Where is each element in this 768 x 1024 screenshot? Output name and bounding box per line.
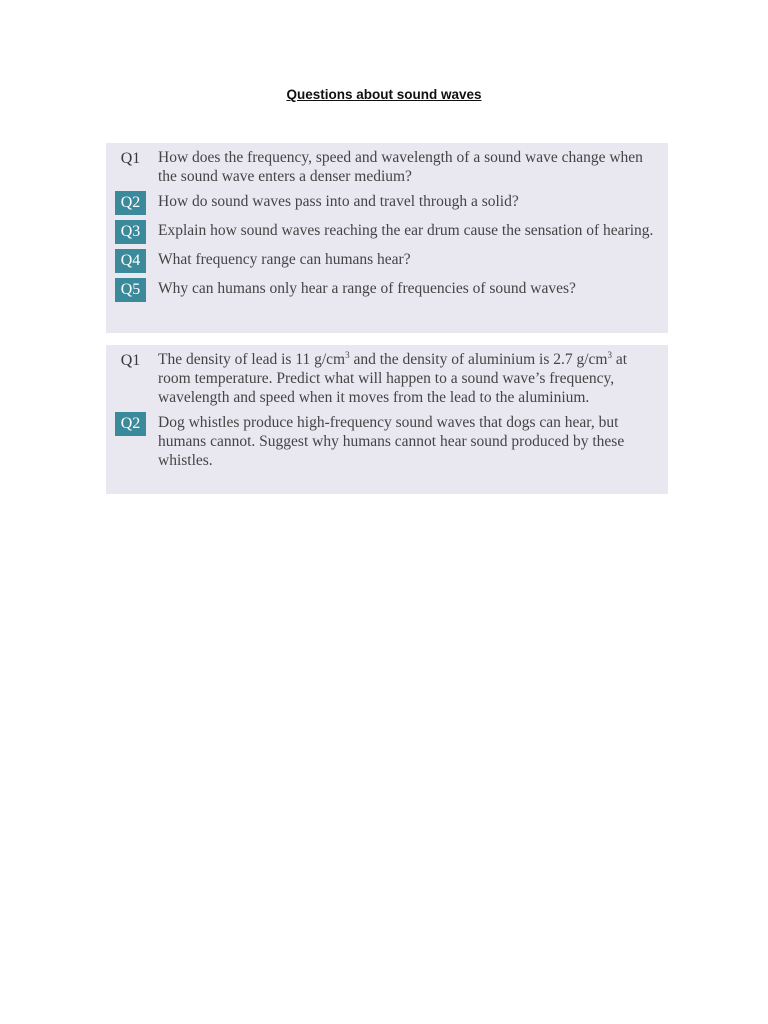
- question-label: Q1: [120, 352, 141, 369]
- question-row: [115, 413, 654, 470]
- question-label: Q1: [120, 150, 141, 167]
- question-text: Explain how sound waves reaching the ear drum cause the sensation of hearing.: [158, 222, 654, 239]
- question-row: [115, 279, 654, 302]
- question-block-2: [106, 345, 668, 494]
- question-text-part: The density of lead is 11 g/cm: [158, 351, 346, 368]
- question-label-badge: Q3: [115, 220, 146, 244]
- page-title: Questions about sound waves: [286, 87, 482, 102]
- question-text-part: at room temperature. Predict what will happen to a sound wave’s frequency, wavelength and speed when it moves from the lead to the aluminium.: [158, 351, 628, 406]
- question-text-part: and the density of aluminium is 2.7 g/cm: [349, 351, 608, 368]
- question-row: [115, 250, 654, 273]
- question-label-badge: Q4: [115, 249, 146, 273]
- question-text: How do sound waves pass into and travel through a solid?: [158, 193, 519, 210]
- superscript: 3: [345, 349, 350, 360]
- question-row: [115, 221, 654, 244]
- question-block-1: [106, 143, 668, 333]
- question-row: [115, 148, 654, 186]
- question-text: Dog whistles produce high-frequency sound waves that dogs can hear, but humans cannot. Suggest why humans cannot hear sound produced by these whistles.: [158, 414, 625, 469]
- question-text: [158, 350, 654, 407]
- question-label-badge: Q2: [115, 191, 146, 215]
- question-row: [115, 192, 654, 215]
- question-row: [115, 350, 654, 407]
- question-text: Why can humans only hear a range of frequencies of sound waves?: [158, 280, 576, 297]
- superscript: 3: [607, 349, 612, 360]
- question-text: What frequency range can humans hear?: [158, 251, 411, 268]
- question-label-badge: Q2: [115, 412, 146, 436]
- question-text: How does the frequency, speed and wavelength of a sound wave change when the sound wave enters a denser medium?: [158, 149, 643, 185]
- question-label-badge: Q5: [115, 278, 146, 302]
